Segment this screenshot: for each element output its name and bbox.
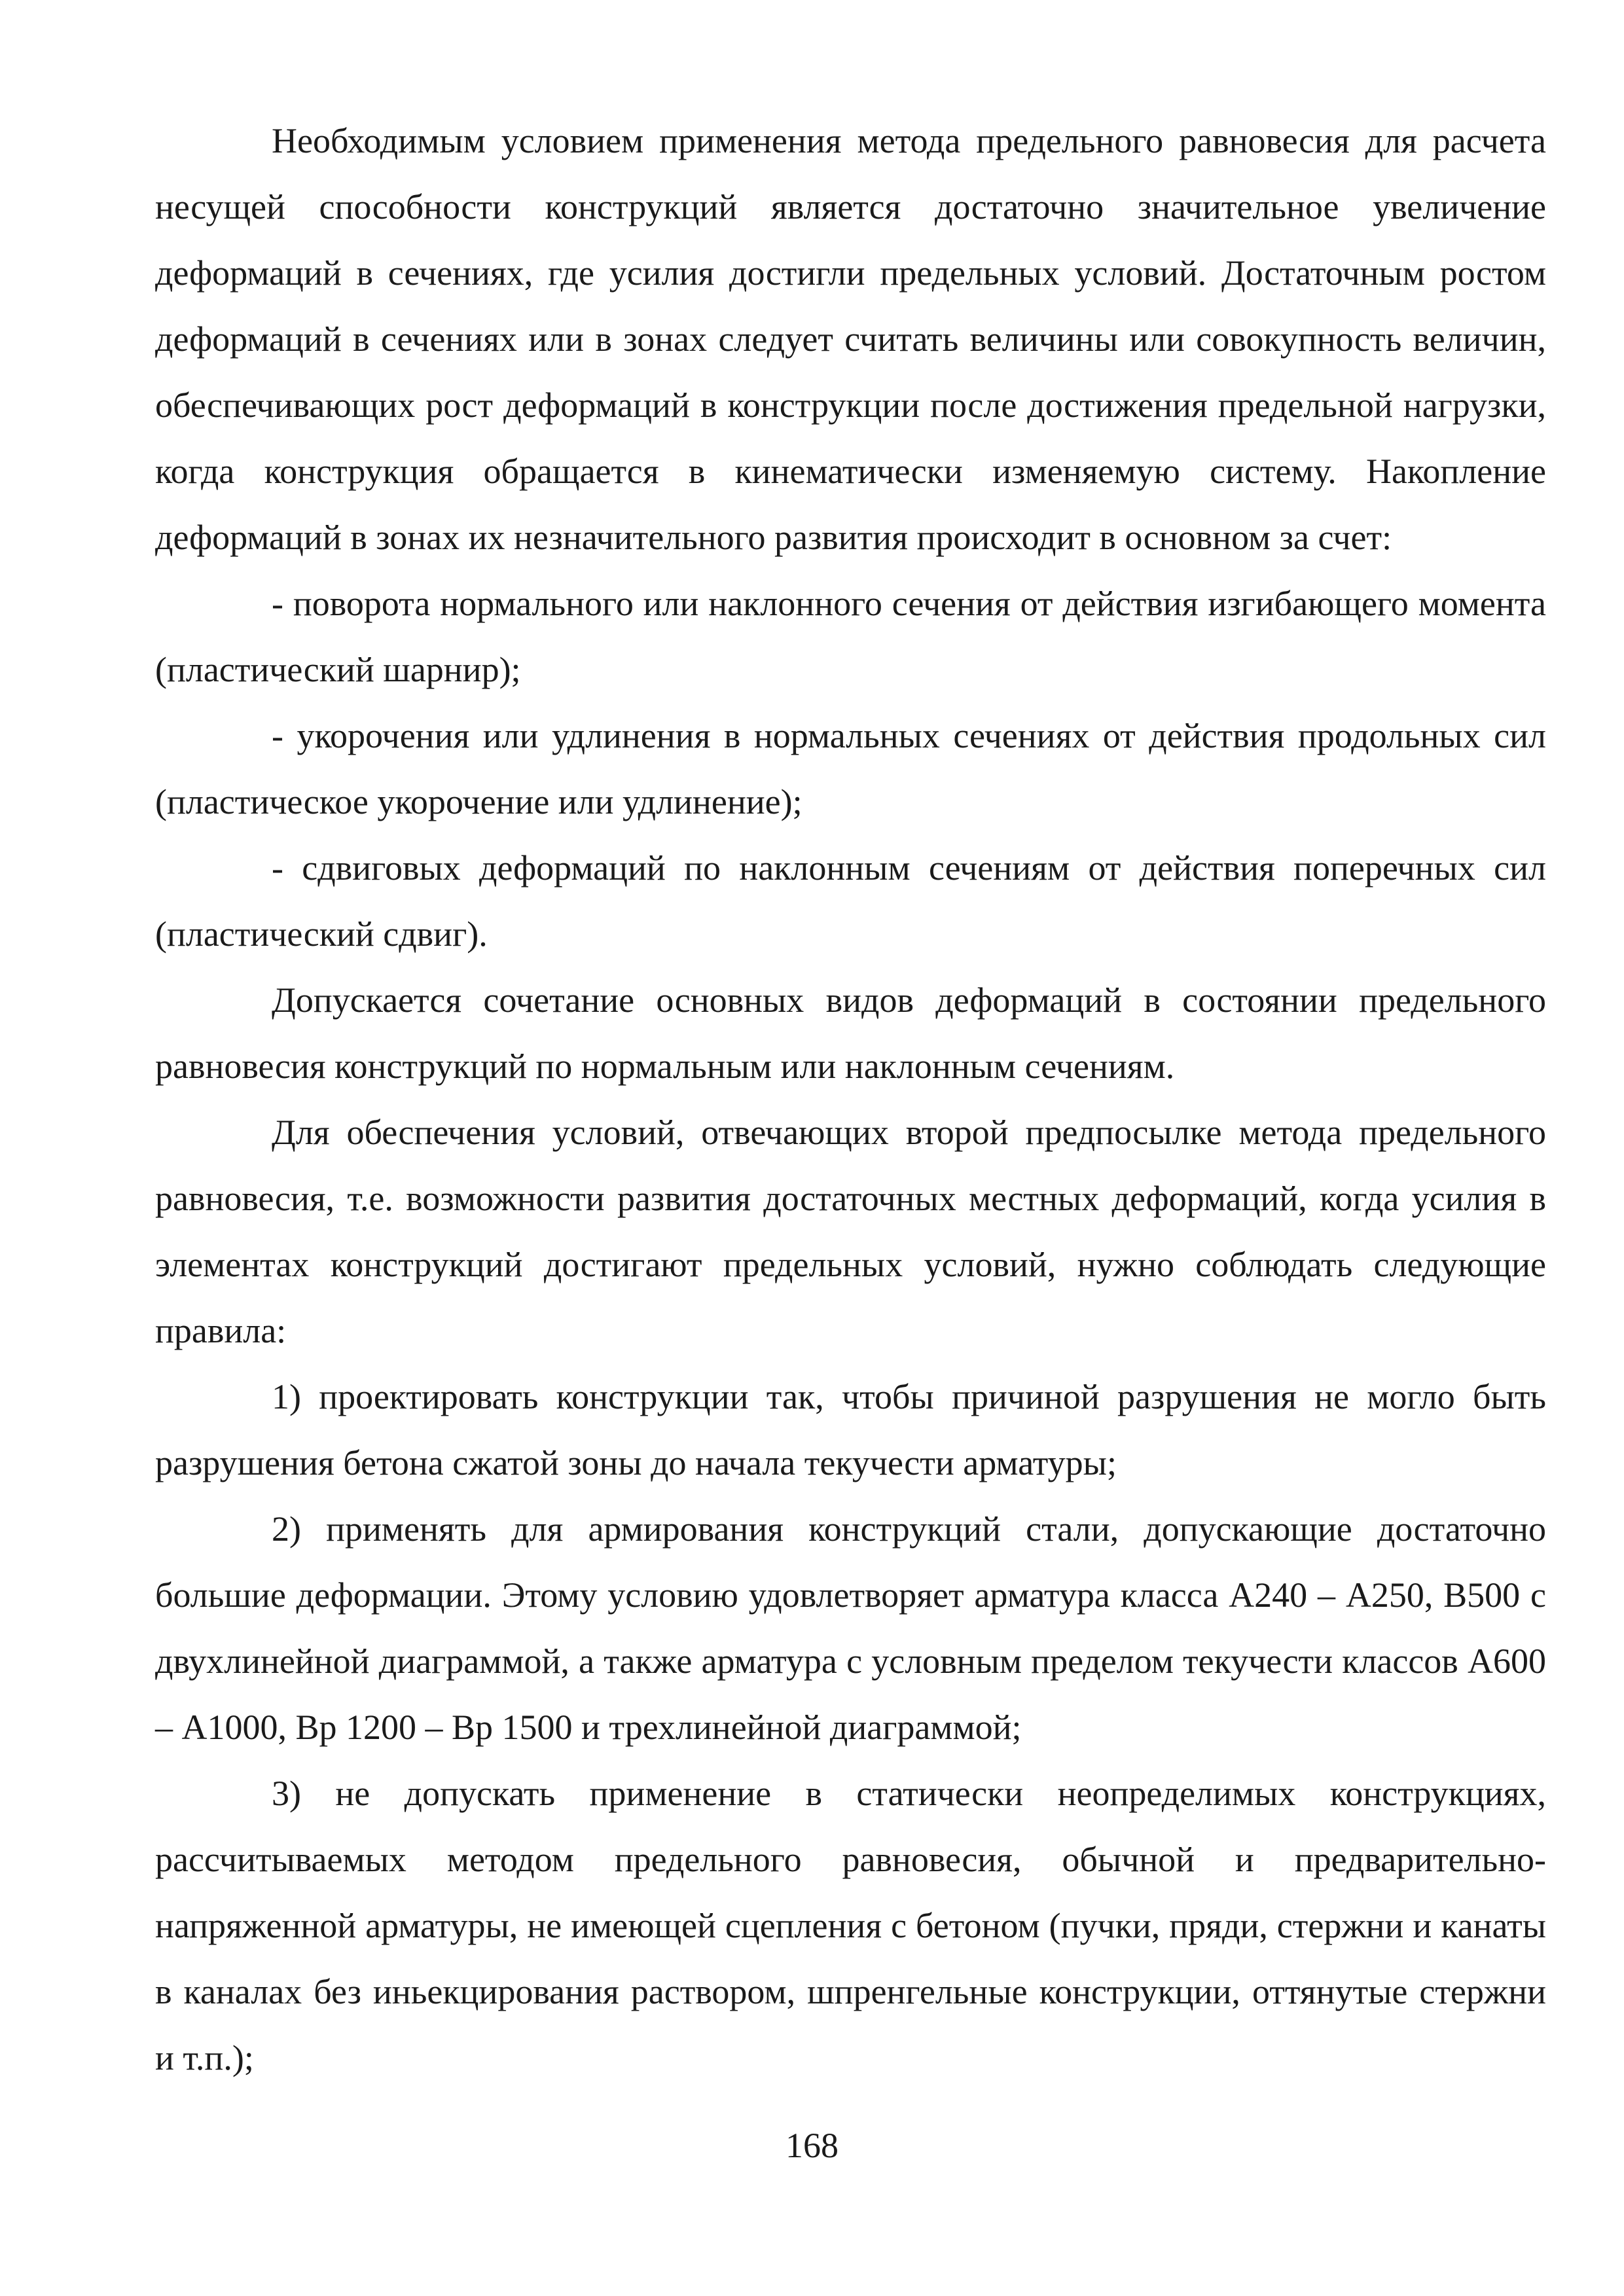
paragraph-intro: Необходимым условием применения метода предельного равновесия для расчета несущей способности конструкций является достаточно значительное увеличение деформаций в сечениях, где усилия достигли предельных условий. Достаточным ростом деформаций в сечениях или в зонах следует считать величины или совокупность величин, обеспечивающих рост деформаций в конструкции после достижения предельной нагрузки, когда конструкция обращается в кинематически изменяемую систему. Накопление деформаций в зонах их незначительного развития происходит в основном за счет: — [155, 121, 1546, 557]
paragraph-rules-intro: Для обеспечения условий, отвечающих второй предпосылке метода предельного равновесия, т.е. возможности развития достаточных местных деформаций, когда усилия в элементах конструкций достигают предельных условий, нужно соблюдать следующие правила: — [155, 1113, 1546, 1350]
list-item-shortening: - укорочения или удлинения в нормальных сечениях от действия продольных сил (пластическое укорочение или удлинение); — [155, 716, 1546, 821]
paragraph-combination: Допускается сочетание основных видов деформаций в состоянии предельного равновесия конструкций по нормальным или наклонным сечениям. — [155, 980, 1546, 1086]
list-item-shear: - сдвиговых деформаций по наклонным сечениям от действия поперечных сил (пластический сдвиг). — [155, 848, 1546, 954]
rule-item-1: 1) проектировать конструкции так, чтобы причиной разрушения не могло быть разрушения бетона сжатой зоны до начала текучести арматуры; — [155, 1377, 1546, 1482]
page-number: 168 — [785, 2126, 839, 2165]
page-body — [155, 108, 1546, 2091]
rule-item-2: 2) применять для армирования конструкций стали, допускающие достаточно большие деформации. Этому условию удовлетворяет арматура класса А240 – А250, В500 с двухлинейной диаграммой, а также арматура с условным пределом текучести классов А600 – А1000, Вр 1200 – Вр 1500 и трехлинейной диаграммой; — [155, 1509, 1546, 1747]
list-item-rotation: - поворота нормального или наклонного сечения от действия изгибающего момента (пластический шарнир); — [155, 584, 1546, 689]
rule-item-3: 3) не допускать применение в статически неопределимых конструкциях, рассчитываемых методом предельного равновесия, обычной и предварительно-напряженной арматуры, не имеющей сцепления с бетоном (пучки, пряди, стержни и канаты в каналах без иньекцирования раствором, шпренгельные конструкции, оттянутые стержни и т.п.); — [155, 1774, 1546, 2077]
